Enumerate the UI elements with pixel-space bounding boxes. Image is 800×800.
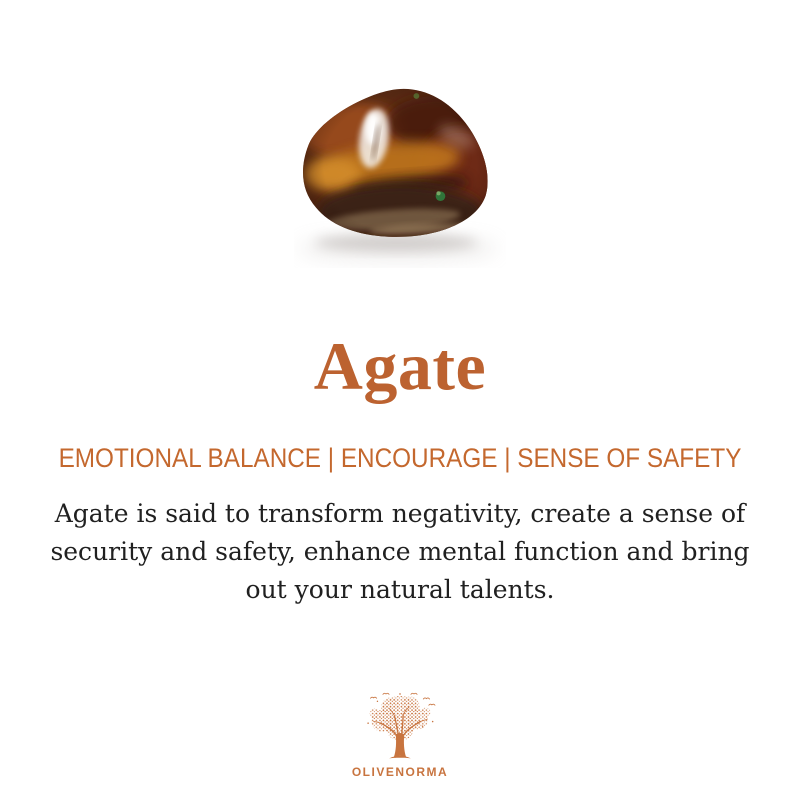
description-line: out your natural talents.: [245, 575, 555, 604]
olive-tree-icon: [357, 692, 443, 762]
agate-stone-photo: [294, 82, 506, 268]
description-line: security and safety, enhance mental function and bring: [50, 537, 750, 566]
stone-image: [294, 82, 506, 268]
page-title: Agate: [313, 328, 487, 404]
brand-logo: [0, 692, 800, 779]
description-text: [0, 495, 800, 609]
description-line: Agate is said to transform negativity, create a sense of: [54, 499, 746, 528]
properties-subtitle: EMOTIONAL BALANCE | ENCOURAGE | SENSE OF SAFETY: [58, 443, 742, 473]
brand-name: OLIVENORMA: [351, 765, 449, 779]
